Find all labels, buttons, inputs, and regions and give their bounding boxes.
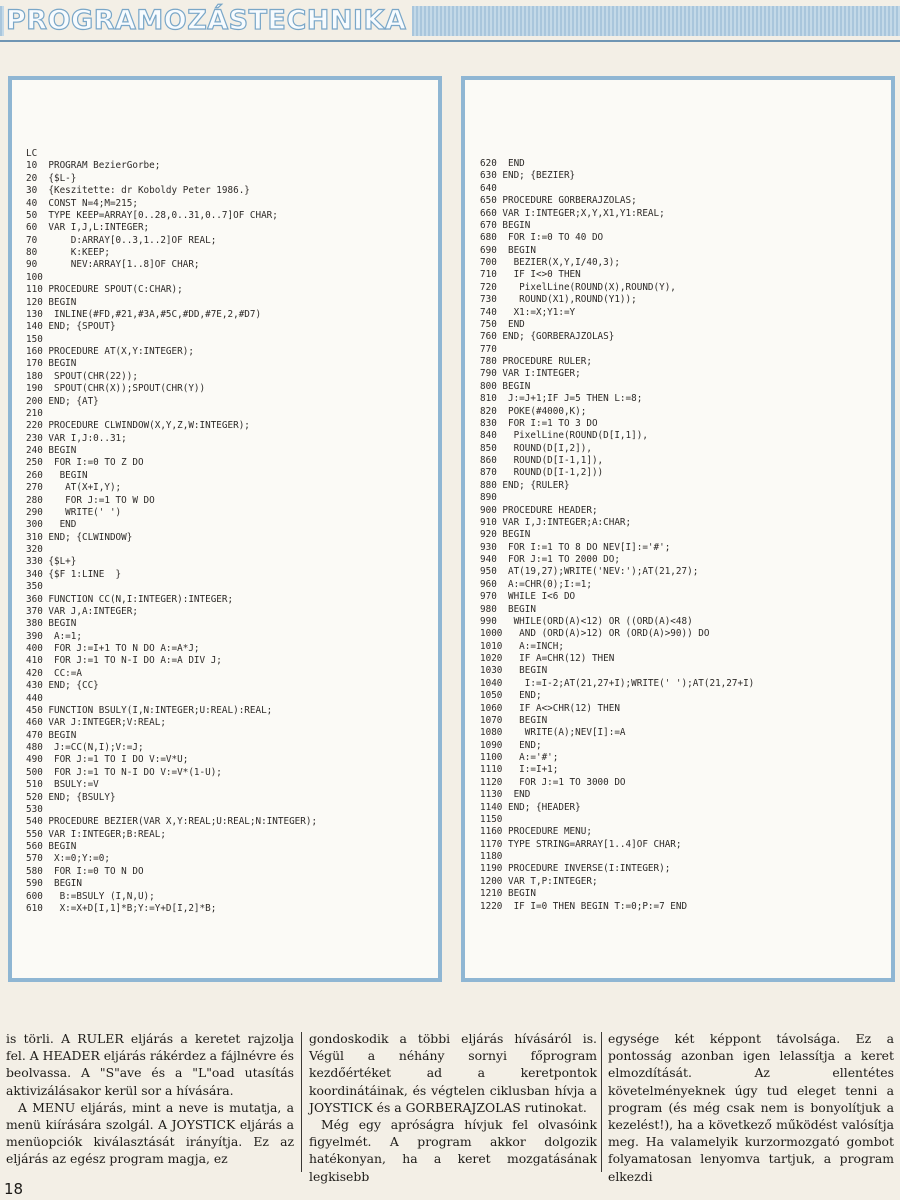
code-line: 600 B:=BSULY (I,N,U);: [26, 890, 155, 902]
code-line: 920 BEGIN: [480, 529, 531, 541]
code-line: 1100 A:='#';: [480, 752, 559, 763]
code-line: 300 END: [26, 519, 77, 531]
code-line: 40 CONST N=4;M=215;: [26, 197, 138, 209]
code-line: LC: [26, 148, 38, 159]
code-line: 890: [480, 492, 497, 504]
section-title: PROGRAMOZÁSTECHNIKA: [4, 6, 412, 36]
listing-panel-right: [461, 76, 895, 982]
code-line: 990 WHILE(ORD(A)<12) OR ((ORD(A)<48): [480, 615, 693, 627]
code-line: 710 IF I<>0 THEN: [480, 269, 581, 281]
code-line: 450 FUNCTION BSULY(I,N:INTEGER;U:REAL):REAL;: [26, 704, 273, 716]
code-line: 310 END; {CLWINDOW}: [26, 531, 133, 543]
code-line: 530: [26, 803, 43, 815]
text-column-3: [608, 1030, 894, 1185]
code-line: 110 PROCEDURE SPOUT(C:CHAR);: [26, 284, 183, 296]
code-line: 670 BEGIN: [480, 219, 531, 231]
code-line: 590 BEGIN: [26, 878, 82, 890]
code-line: 750 END: [480, 318, 525, 330]
paragraph: Még egy apróságra hívjuk fel olvasóink figyelmét. A program akkor dolgozik hatékonyan, ha a keret mozgatásának legkisebb: [309, 1117, 597, 1184]
code-line: 680 FOR I:=0 TO 40 DO: [480, 232, 604, 244]
code-line: 980 BEGIN: [480, 603, 536, 615]
code-line: 1020 IF A=CHR(12) THEN: [480, 653, 615, 664]
code-line: 340 {$F 1:LINE }: [26, 568, 122, 580]
code-line: 440: [26, 692, 43, 704]
code-line: 150: [26, 333, 43, 345]
code-line: 830 FOR I:=1 TO 3 DO: [480, 417, 598, 429]
paragraph: is törli. A RULER eljárás a keretet rajzolja fel. A HEADER eljárás rákérdez a fájlnévre és beolvassa. A "S"ave és a "L"oad utasítás aktivizálásakor kerül sor a hívására.: [6, 1031, 294, 1098]
code-line: 90 NEV:ARRAY[1..8]OF CHAR;: [26, 259, 200, 271]
header-rule: [0, 40, 900, 42]
code-line: 330 {$L+}: [26, 556, 77, 568]
code-line: 620 END: [480, 158, 525, 169]
code-line: 1040 I:=I-2;AT(21,27+I);WRITE(' ');AT(21,27+I): [480, 677, 755, 689]
text-column-1: [6, 1030, 294, 1168]
column-divider: [601, 1032, 602, 1172]
listing-panel-left: [8, 76, 442, 982]
code-line: 140 END; {SPOUT}: [26, 321, 116, 333]
code-line: 350: [26, 581, 43, 593]
code-line: 1150: [480, 813, 503, 825]
code-line: 290 WRITE(' '): [26, 506, 122, 518]
code-line: 840 PixelLine(ROUND(D[I,1]),: [480, 430, 648, 442]
code-line: 1190 PROCEDURE INVERSE(I:INTEGER);: [480, 863, 671, 875]
code-line: 1140 END; {HEADER}: [480, 801, 581, 813]
code-line: 700 BEZIER(X,Y,I/40,3);: [480, 257, 620, 268]
text-column-2: [309, 1030, 597, 1185]
code-line: 720 PixelLine(ROUND(X),ROUND(Y),: [480, 281, 676, 293]
code-line: 430 END; {CC}: [26, 680, 99, 692]
code-line: 570 X:=0;Y:=0;: [26, 853, 110, 865]
code-line: 940 FOR J:=1 TO 2000 DO;: [480, 554, 620, 565]
code-line: 130 INLINE(#FD,#21,#3A,#5C,#DD,#7E,2,#D7): [26, 308, 262, 320]
code-line: 160 PROCEDURE AT(X,Y:INTEGER);: [26, 346, 194, 357]
code-line: 1180: [480, 851, 503, 862]
paragraph: gondoskodik a többi eljárás hívásáról is. Végül a néhány sornyi főprogram kezdőértéket ad a keretpontok koordinátáinak, és végtelen ciklusban hívja a JOYSTICK és a GORBERAJZOLAS rutinokat.: [309, 1031, 597, 1115]
code-line: 1030 BEGIN: [480, 665, 548, 677]
code-line: 1170 TYPE STRING=ARRAY[1..4]OF CHAR;: [480, 838, 682, 850]
code-line: 200 END; {AT}: [26, 395, 99, 407]
code-line: 1080 WRITE(A);NEV[I]:=A: [480, 727, 626, 739]
code-line: 260 BEGIN: [26, 469, 88, 481]
code-line: 770: [480, 343, 497, 355]
code-line: 1120 FOR J:=1 TO 3000 DO: [480, 776, 626, 788]
code-line: 380 BEGIN: [26, 618, 77, 630]
code-line: 790 VAR I:INTEGER;: [480, 368, 581, 380]
code-line: 1060 IF A<>CHR(12) THEN: [480, 702, 620, 714]
code-line: 400 FOR J:=I+1 TO N DO A:=A*J;: [26, 643, 200, 654]
code-line: 220 PROCEDURE CLWINDOW(X,Y,Z,W:INTEGER);: [26, 420, 250, 432]
code-line: 930 FOR I:=1 TO 8 DO NEV[I]:='#';: [480, 541, 671, 553]
code-line: 230 VAR I,J:0..31;: [26, 432, 127, 444]
page-number: 18: [4, 1180, 24, 1198]
code-line: 250 FOR I:=0 TO Z DO: [26, 457, 144, 469]
code-line: 240 BEGIN: [26, 445, 77, 456]
code-line: 650 PROCEDURE GORBERAJZOLAS;: [480, 195, 637, 207]
code-line: 660 VAR I:INTEGER;X,Y,X1,Y1:REAL;: [480, 207, 665, 219]
code-line: 610 X:=X+D[I,1]*B;Y:=Y+D[I,2]*B;: [26, 902, 217, 914]
code-line: 480 J:=CC(N,I);V:=J;: [26, 742, 144, 753]
paragraph: A MENU eljárás, mint a neve is mutatja, a menü kiírására szolgál. A JOYSTICK eljárás a menüopciók kiválasztását irányítja. Ez az eljárás az egész program magja, ez: [6, 1099, 294, 1167]
code-line: 970 WHILE I<6 DO: [480, 591, 576, 603]
code-line: 320: [26, 544, 43, 555]
code-line: 490 FOR J:=1 TO I DO V:=V*U;: [26, 754, 189, 766]
code-line: 510 BSULY:=V: [26, 779, 99, 791]
code-line: 550 VAR I:INTEGER;B:REAL;: [26, 828, 166, 840]
code-line: 640: [480, 182, 497, 194]
code-listing-left: [26, 148, 317, 915]
code-line: 360 FUNCTION CC(N,I:INTEGER):INTEGER;: [26, 593, 234, 605]
code-line: 960 A:=CHR(0);I:=1;: [480, 578, 592, 590]
code-line: 170 BEGIN: [26, 358, 77, 370]
code-line: 950 AT(19,27);WRITE('NEV:');AT(21,27);: [480, 566, 699, 578]
code-line: 280 FOR J:=1 TO W DO: [26, 494, 155, 506]
code-line: 270 AT(X+I,Y);: [26, 482, 122, 494]
paragraph: egysége két képpont távolsága. Ez a pontosság azonban igen lelassítja a keret elmozdítását. Az ellentétes követelményeknek úgy tud eleget tenni a program (és még csak nem is bonyolítjuk a kezelést!), ha a következő működést valósítja meg. Ha valamelyik kurzormozgató gombot folyamatosan lenyomva tartjuk, a program elkezdi: [608, 1031, 894, 1184]
code-line: 30 {Keszitette: dr Koboldy Peter 1986.}: [26, 185, 250, 197]
code-line: 500 FOR J:=1 TO N-I DO V:=V*(1-U);: [26, 766, 222, 778]
code-line: 60 VAR I,J,L:INTEGER;: [26, 222, 150, 234]
code-line: 1000 AND (ORD(A)>12) OR (ORD(A)>90)) DO: [480, 628, 710, 640]
code-line: 850 ROUND(D[I,2]),: [480, 442, 592, 454]
code-line: 100: [26, 271, 43, 283]
code-line: 760 END; {GORBERAJZOLAS}: [480, 331, 615, 343]
code-line: 70 D:ARRAY[0..3,1..2]OF REAL;: [26, 234, 217, 246]
code-line: 560 BEGIN: [26, 841, 77, 852]
code-line: 180 SPOUT(CHR(22));: [26, 370, 138, 382]
code-line: 190 SPOUT(CHR(X));SPOUT(CHR(Y)): [26, 383, 206, 395]
code-line: 420 CC:=A: [26, 667, 82, 679]
code-line: 870 ROUND(D[I-1,2])): [480, 467, 604, 479]
code-line: 410 FOR J:=1 TO N-I DO A:=A DIV J;: [26, 655, 222, 667]
code-line: 1090 END;: [480, 739, 542, 751]
code-line: 1160 PROCEDURE MENU;: [480, 826, 592, 838]
code-line: 1070 BEGIN: [480, 714, 548, 726]
code-line: 10 PROGRAM BezierGorbe;: [26, 160, 161, 172]
code-line: 580 FOR I:=0 TO N DO: [26, 865, 144, 877]
code-line: 210: [26, 407, 43, 419]
code-line: 630 END; {BEZIER}: [480, 170, 576, 182]
code-line: 860 ROUND(D[I-1,1]),: [480, 455, 604, 466]
code-line: 80 K:KEEP;: [26, 247, 110, 258]
code-line: 740 X1:=X;Y1:=Y: [480, 306, 576, 318]
code-line: 810 J:=J+1;IF J=5 THEN L:=8;: [480, 393, 643, 405]
code-line: 1110 I:=I+1;: [480, 764, 559, 776]
code-line: 390 A:=1;: [26, 630, 82, 642]
code-line: 1130 END: [480, 789, 531, 801]
code-line: 1050 END;: [480, 690, 542, 702]
code-line: 800 BEGIN: [480, 380, 531, 392]
code-line: 820 POKE(#4000,K);: [480, 405, 587, 417]
code-line: 1220 IF I=0 THEN BEGIN T:=0;P:=7 END: [480, 900, 688, 912]
code-line: 120 BEGIN: [26, 296, 77, 308]
code-line: 880 END; {RULER}: [480, 479, 570, 491]
code-line: 370 VAR J,A:INTEGER;: [26, 605, 138, 617]
code-line: 50 TYPE KEEP=ARRAY[0..28,0..31,0..7]OF CHAR;: [26, 209, 278, 221]
code-line: 1010 A:=INCH;: [480, 640, 564, 652]
code-line: 1200 VAR T,P:INTEGER;: [480, 875, 598, 887]
code-line: 1210 BEGIN: [480, 888, 536, 900]
code-line: 460 VAR J:INTEGER;V:REAL;: [26, 717, 166, 729]
code-line: 540 PROCEDURE BEZIER(VAR X,Y:REAL;U:REAL;N:INTEGER);: [26, 816, 318, 828]
code-line: 900 PROCEDURE HEADER;: [480, 504, 598, 516]
column-divider: [301, 1032, 302, 1172]
code-line: 470 BEGIN: [26, 729, 77, 741]
code-listing-right: [480, 158, 754, 913]
code-line: 910 VAR I,J:INTEGER;A:CHAR;: [480, 516, 632, 528]
code-line: 520 END; {BSULY}: [26, 791, 116, 803]
code-line: 730 ROUND(X1),ROUND(Y1));: [480, 294, 637, 306]
code-line: 690 BEGIN: [480, 244, 536, 256]
code-line: 20 {$L-}: [26, 172, 77, 184]
code-line: 780 PROCEDURE RULER;: [480, 356, 592, 367]
